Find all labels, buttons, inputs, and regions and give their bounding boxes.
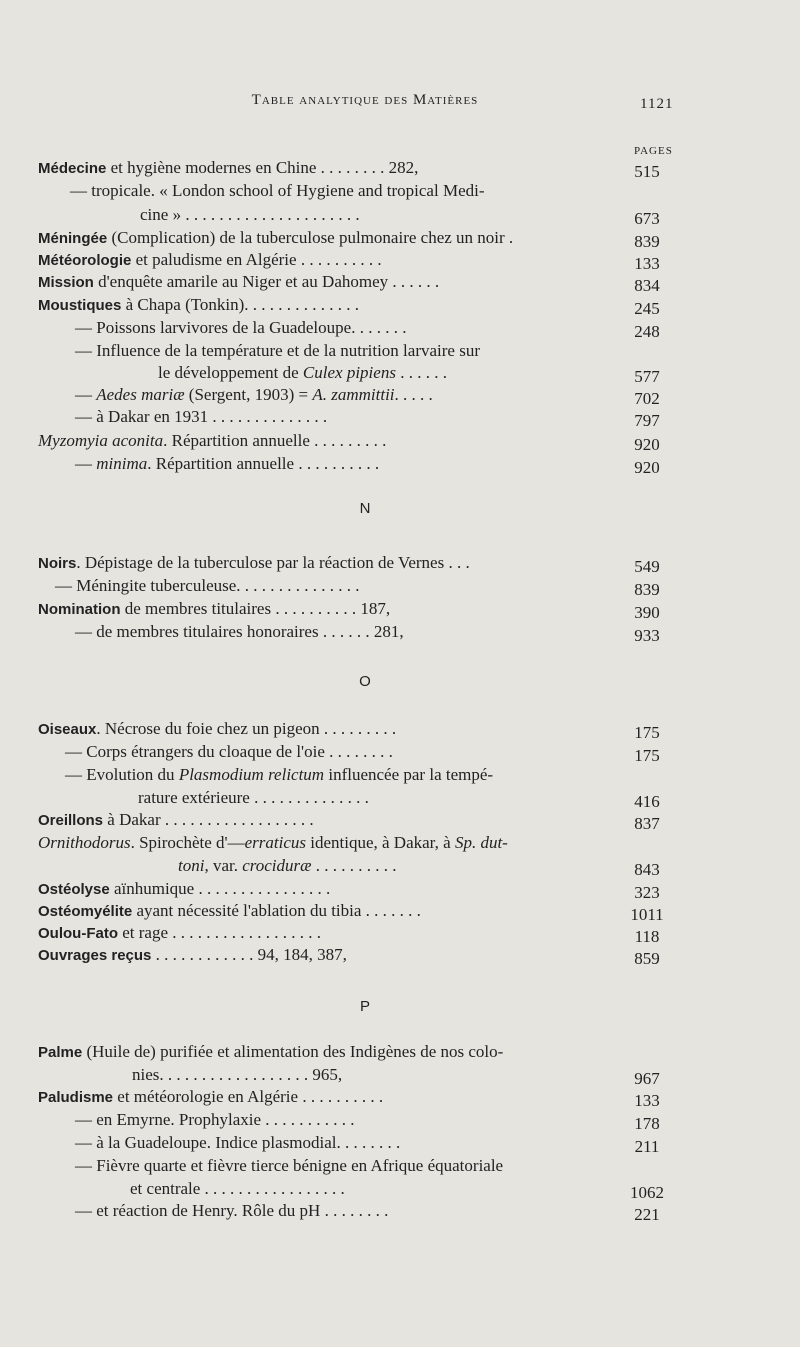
- entry-page-number: 797: [634, 411, 660, 430]
- index-entry: [0, 249, 800, 271]
- index-entry: [0, 900, 800, 922]
- entry-page-number: 837: [634, 814, 660, 833]
- index-entry-text: [38, 1041, 503, 1064]
- entry-text: et centrale . . . . . . . . . . . . . . . . .: [130, 1179, 345, 1198]
- pages-column-label: PAGES: [634, 145, 673, 157]
- entry-keyword: Noirs: [38, 555, 77, 572]
- entry-italic-term: minima: [96, 454, 148, 473]
- index-entry-text: [75, 384, 433, 406]
- entry-text: — et réaction de Henry. Rôle du pH . . . . . . . .: [75, 1201, 389, 1220]
- index-entry-text: [178, 855, 397, 877]
- entry-italic-term: Myzomyia aconita: [38, 431, 164, 450]
- index-entry-text: [38, 227, 513, 250]
- index-entry-text: [65, 764, 493, 786]
- index-entry: [0, 294, 800, 316]
- entry-italic-term: toni: [178, 856, 205, 875]
- entry-page-number: 178: [634, 1114, 660, 1133]
- entry-keyword: Médecine: [38, 160, 107, 177]
- entry-keyword: Ostéolyse: [38, 881, 110, 898]
- entry-keyword: Ostéomyélite: [38, 903, 133, 920]
- entry-text: — Fièvre quarte et fièvre tierce bénigne en Afrique équatoriale: [75, 1156, 504, 1175]
- index-entry: [0, 317, 800, 339]
- entry-text: —: [75, 385, 97, 404]
- entry-text: . Spirochète d'—: [130, 833, 245, 852]
- entry-page-number: 118: [634, 927, 660, 946]
- index-entry-text: [38, 157, 418, 180]
- index-entry: [0, 227, 800, 249]
- index-entry: [0, 406, 800, 428]
- entry-text: aïnhumique . . . . . . . . . . . . . . . .: [109, 879, 331, 898]
- entry-keyword: Méningée: [38, 230, 108, 247]
- entry-page-number: 839: [634, 580, 660, 599]
- entry-text: à Dakar . . . . . . . . . . . . . . . . . .: [103, 810, 314, 829]
- entry-page-number: 1062: [630, 1183, 664, 1202]
- entry-keyword: Oulou-Fato: [38, 925, 118, 942]
- entry-page-number: 211: [634, 1137, 660, 1156]
- index-entry: [0, 598, 800, 620]
- entry-text: . . . . . . . . . .: [311, 856, 397, 875]
- entry-keyword: Paludisme: [38, 1089, 114, 1106]
- index-entry: [0, 575, 800, 597]
- index-entry: [0, 944, 800, 966]
- entry-text: — Influence de la température et de la nutrition larvaire sur: [75, 341, 480, 360]
- index-entry: [0, 1132, 800, 1154]
- index-entry-text: [55, 575, 360, 597]
- index-entry: [0, 878, 800, 900]
- entry-text: . . . . . . . . . . . . 94, 184, 387,: [151, 945, 347, 964]
- entry-page-number: 416: [634, 792, 660, 811]
- index-entry-text: [75, 1109, 355, 1131]
- index-entry-text: [38, 878, 330, 901]
- entry-text: — de membres titulaires honoraires . . . . . . 281,: [75, 622, 404, 641]
- index-entry-text: [75, 1200, 388, 1222]
- index-entry-text: [158, 362, 447, 384]
- index-entry: [0, 1064, 800, 1086]
- index-entry-text: [38, 1086, 383, 1109]
- index-entry: [0, 1178, 800, 1200]
- entry-page-number: 248: [634, 322, 660, 341]
- index-entry-text: [38, 809, 314, 832]
- entry-text: (Complication) de la tuberculose pulmonaire chez un noir .: [107, 228, 514, 247]
- index-entry: [0, 430, 800, 452]
- entry-text: cine » . . . . . . . . . . . . . . . . . . . . .: [140, 205, 360, 224]
- entry-italic-term: erraticus: [244, 833, 306, 852]
- section-letter-heading: N: [359, 500, 371, 517]
- entry-text: influencée par la tempé-: [324, 765, 494, 784]
- index-entry: [0, 764, 800, 786]
- entry-text: — en Emyrne. Prophylaxie . . . . . . . . . . .: [75, 1110, 355, 1129]
- entry-page-number: 920: [634, 458, 660, 477]
- entry-text: et hygiène modernes en Chine . . . . . . . . 282,: [106, 158, 419, 177]
- index-entry-text: [65, 741, 393, 763]
- entry-text: nies. . . . . . . . . . . . . . . . . . 965,: [132, 1065, 343, 1084]
- index-entry: [0, 271, 800, 293]
- entry-text: — à Dakar en 1931 . . . . . . . . . . . . . .: [75, 407, 328, 426]
- index-entry: [0, 1155, 800, 1177]
- index-entry: [0, 741, 800, 763]
- index-entry-text: [75, 1132, 400, 1154]
- entry-page-number: 245: [634, 299, 660, 318]
- index-entry-text: [38, 552, 470, 575]
- index-entry-text: [38, 598, 390, 621]
- index-entry-text: [38, 430, 386, 452]
- entry-italic-term: Aedes mariæ: [96, 385, 185, 404]
- index-entry-text: [75, 406, 327, 428]
- index-entry: [0, 1109, 800, 1131]
- index-entry-text: [38, 944, 347, 967]
- entry-text: (Sergent, 1903) =: [184, 385, 313, 404]
- index-entry: [0, 340, 800, 362]
- entry-page-number: 702: [634, 389, 660, 408]
- entry-page-number: 175: [634, 746, 660, 765]
- index-entry: [0, 855, 800, 877]
- index-entry-text: [38, 271, 439, 294]
- index-entry: [0, 809, 800, 831]
- index-entry: [0, 718, 800, 740]
- entry-keyword: Météorologie: [38, 252, 132, 269]
- index-entry-text: [75, 621, 404, 643]
- entry-page-number: 515: [634, 162, 660, 181]
- entry-keyword: Palme: [38, 1044, 83, 1061]
- entry-page-number: 859: [634, 949, 660, 968]
- entry-keyword: Ouvrages reçus: [38, 947, 152, 964]
- index-entry: [0, 453, 800, 475]
- entry-text: — Evolution du: [65, 765, 179, 784]
- entry-page-number: 175: [634, 723, 660, 742]
- entry-text: le développement de: [158, 363, 303, 382]
- entry-text: . Répartition annuelle . . . . . . . . . .: [147, 454, 380, 473]
- entry-text: d'enquête amarile au Niger et au Dahomey . . . . . .: [93, 272, 440, 291]
- index-entry-text: [38, 922, 321, 945]
- index-entry: [0, 922, 800, 944]
- index-entry-text: [70, 180, 485, 202]
- entry-page-number: 577: [634, 367, 660, 386]
- index-entry-text: [38, 294, 359, 317]
- index-entry-text: [130, 1178, 345, 1200]
- entry-text: —: [75, 454, 97, 473]
- index-entry-text: [75, 340, 480, 362]
- section-letter-heading: O: [359, 673, 371, 690]
- entry-text: . . . . .: [394, 385, 433, 404]
- entry-text: et météorologie en Algérie . . . . . . . . . .: [113, 1087, 384, 1106]
- entry-italic-term: Culex pipiens: [302, 363, 396, 382]
- page-number: 1121: [640, 96, 674, 112]
- entry-page-number: 323: [634, 883, 660, 902]
- section-letter-heading: P: [359, 998, 370, 1015]
- entry-page-number: 967: [634, 1069, 660, 1088]
- entry-keyword: Nomination: [38, 601, 121, 618]
- index-entry-text: [75, 1155, 503, 1177]
- entry-text: — Méningite tuberculeuse. . . . . . . . . . . . . . .: [55, 576, 360, 595]
- entry-text: de membres titulaires . . . . . . . . . . 187,: [120, 599, 391, 618]
- index-entry: [0, 384, 800, 406]
- entry-text: — Poissons larvivores de la Guadeloupe. . . . . . .: [75, 318, 407, 337]
- entry-text: . Nécrose du foie chez un pigeon . . . . . . . . .: [96, 719, 397, 738]
- index-entry-text: [132, 1064, 342, 1086]
- entry-text: (Huile de) purifiée et alimentation des Indigènes de nos colo-: [82, 1042, 504, 1061]
- index-entry-text: [38, 832, 508, 854]
- entry-text: . Dépistage de la tuberculose par la réaction de Vernes . . .: [76, 553, 470, 572]
- entry-italic-term: Sp. dut-: [454, 833, 508, 852]
- entry-text: ayant nécessité l'ablation du tibia . . . . . . .: [132, 901, 421, 920]
- index-entry-text: [38, 249, 382, 272]
- entry-page-number: 549: [634, 557, 660, 576]
- entry-italic-term: A. zammittii: [312, 385, 395, 404]
- entry-page-number: 390: [634, 603, 660, 622]
- index-entry-text: [75, 317, 406, 339]
- index-entry-text: [138, 787, 369, 809]
- entry-text: , var.: [204, 856, 243, 875]
- entry-italic-term: Ornithodorus: [38, 833, 131, 852]
- index-entry-text: [140, 204, 360, 226]
- entry-text: — à la Guadeloupe. Indice plasmodial. . . . . . . .: [75, 1133, 401, 1152]
- entry-text: — Corps étrangers du cloaque de l'oie . . . . . . . .: [65, 742, 393, 761]
- entry-page-number: 933: [634, 626, 660, 645]
- entry-page-number: 839: [634, 232, 660, 251]
- index-entry-text: [38, 718, 396, 741]
- running-header-title: Table analytique des Matières: [251, 92, 479, 108]
- index-entry: [0, 204, 800, 226]
- index-entry: [0, 832, 800, 854]
- index-entry: [0, 1041, 800, 1063]
- index-entry: [0, 180, 800, 202]
- entry-page-number: 221: [634, 1205, 660, 1224]
- entry-page-number: 834: [634, 276, 660, 295]
- entry-keyword: Mission: [38, 274, 94, 291]
- entry-keyword: Oiseaux: [38, 721, 97, 738]
- entry-text: et paludisme en Algérie . . . . . . . . . .: [131, 250, 382, 269]
- entry-italic-term: Plasmodium relictum: [178, 765, 325, 784]
- entry-page-number: 843: [634, 860, 660, 879]
- index-entry: [0, 1086, 800, 1108]
- index-entry: [0, 787, 800, 809]
- entry-page-number: 920: [634, 435, 660, 454]
- entry-keyword: Moustiques: [38, 297, 122, 314]
- index-entry-text: [38, 900, 421, 923]
- entry-page-number: 133: [634, 1091, 660, 1110]
- entry-text: — tropicale. « London school of Hygiene and tropical Medi-: [70, 181, 485, 200]
- entry-text: rature extérieure . . . . . . . . . . . . . .: [138, 788, 369, 807]
- entry-text: . . . . . .: [395, 363, 447, 382]
- entry-italic-term: crociduræ: [242, 856, 312, 875]
- entry-text: . Répartition annuelle . . . . . . . . .: [163, 431, 387, 450]
- index-entry: [0, 157, 800, 179]
- index-entry: [0, 1200, 800, 1222]
- entry-page-number: 133: [634, 254, 660, 273]
- entry-page-number: 673: [634, 209, 660, 228]
- index-entry-text: [75, 453, 379, 475]
- entry-text: et rage . . . . . . . . . . . . . . . . . .: [117, 923, 322, 942]
- entry-text: identique, à Dakar, à: [305, 833, 455, 852]
- index-entry: [0, 362, 800, 384]
- index-entry: [0, 552, 800, 574]
- entry-page-number: 1011: [630, 905, 664, 924]
- entry-keyword: Oreillons: [38, 812, 104, 829]
- entry-text: à Chapa (Tonkin). . . . . . . . . . . . . .: [121, 295, 360, 314]
- index-entry: [0, 621, 800, 643]
